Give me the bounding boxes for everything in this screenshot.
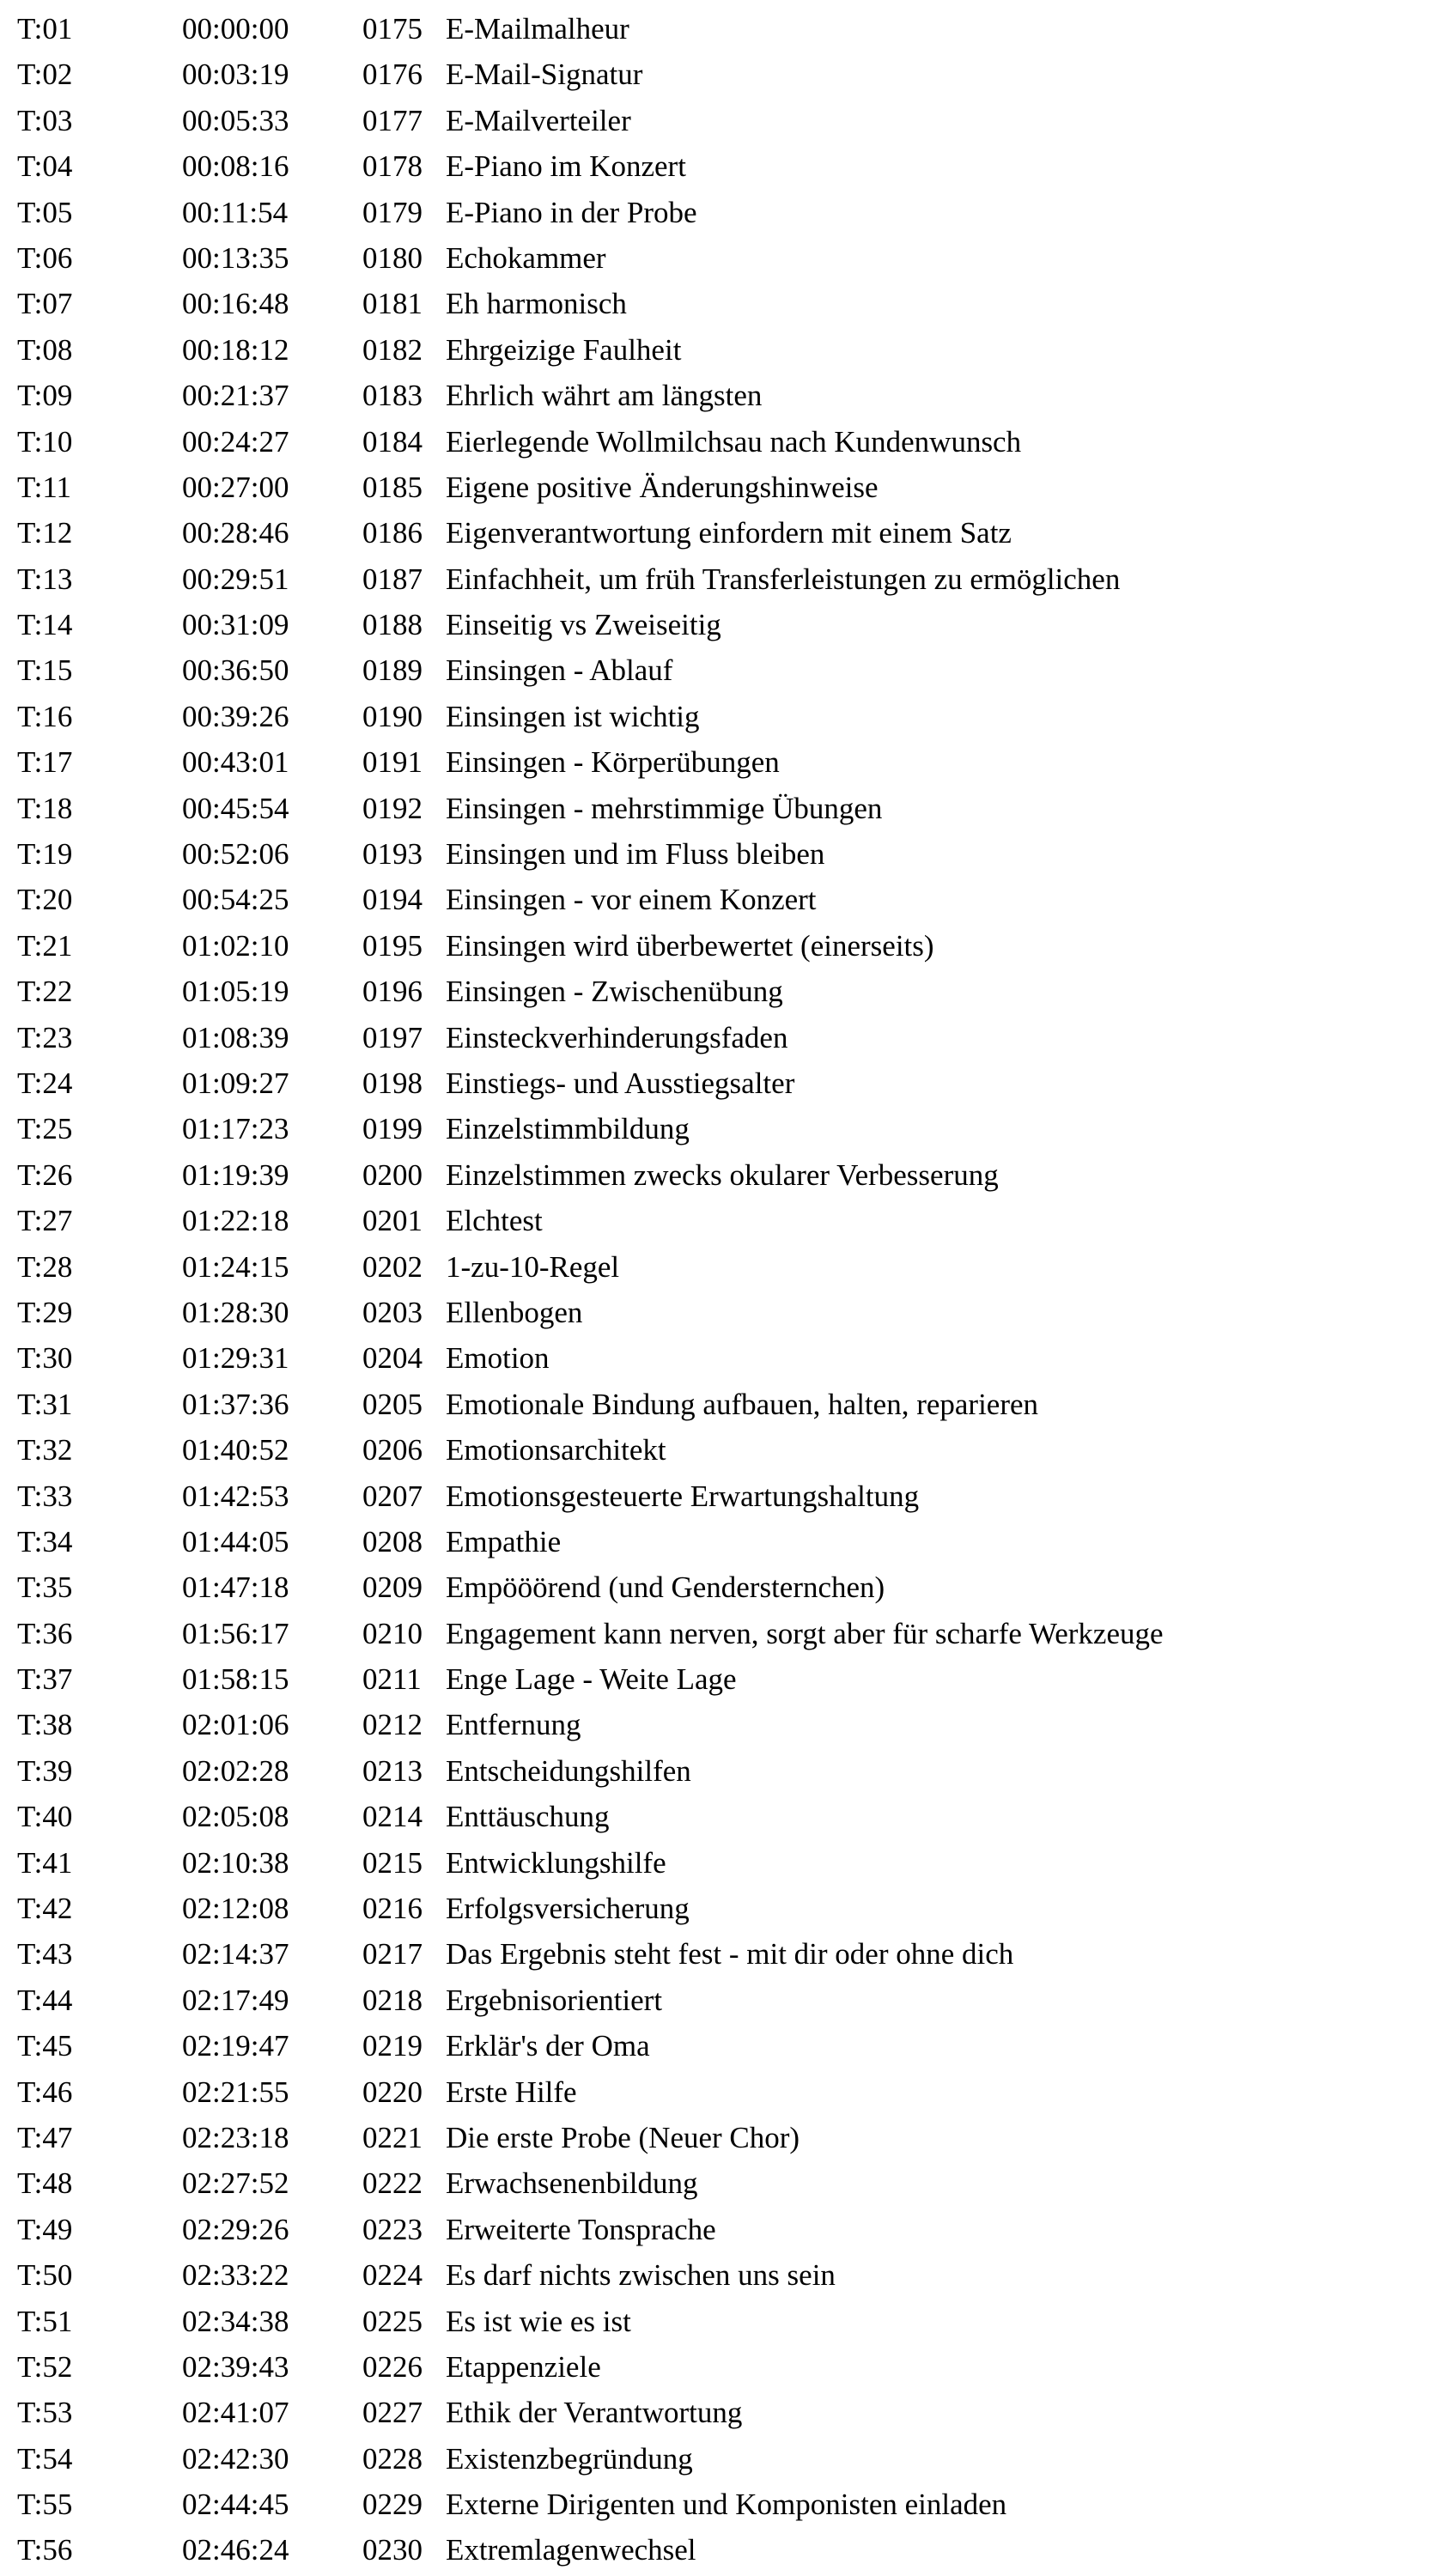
track-marker: T:27 bbox=[17, 1204, 73, 1238]
track-row-t-48 bbox=[17, 2160, 1441, 2206]
track-timestamp: 01:05:19 bbox=[182, 975, 289, 1009]
track-marker: T:44 bbox=[17, 1983, 73, 2017]
track-marker: T:22 bbox=[17, 975, 73, 1009]
track-number: 0176 bbox=[362, 58, 423, 92]
track-timestamp: 01:42:53 bbox=[182, 1479, 289, 1513]
track-row-t-33 bbox=[17, 1473, 1441, 1519]
track-title: Einsingen - Zwischenübung bbox=[446, 975, 783, 1009]
track-timestamp: 02:19:47 bbox=[182, 2029, 289, 2063]
track-marker: T:17 bbox=[17, 745, 73, 780]
track-marker: T:26 bbox=[17, 1157, 73, 1192]
track-number: 0208 bbox=[362, 1524, 423, 1558]
track-title: Empathie bbox=[446, 1524, 562, 1558]
track-number: 0182 bbox=[362, 332, 423, 367]
track-row-t-16 bbox=[17, 694, 1441, 739]
track-title: Einsingen und im Fluss bleiben bbox=[446, 837, 825, 872]
track-timestamp: 02:44:45 bbox=[182, 2488, 289, 2522]
track-marker: T:39 bbox=[17, 1753, 73, 1788]
track-timestamp: 01:29:31 bbox=[182, 1341, 289, 1376]
track-row-t-23 bbox=[17, 1015, 1441, 1060]
track-marker: T:16 bbox=[17, 699, 73, 733]
track-number: 0175 bbox=[362, 12, 423, 46]
track-row-t-49 bbox=[17, 2207, 1441, 2252]
track-row-t-25 bbox=[17, 1106, 1441, 1151]
track-number: 0225 bbox=[362, 2304, 423, 2338]
track-marker: T:42 bbox=[17, 1892, 73, 1926]
track-title: Emotion bbox=[446, 1341, 550, 1376]
track-timestamp: 02:21:55 bbox=[182, 2075, 289, 2109]
track-row-t-20 bbox=[17, 877, 1441, 922]
track-title: Enttäuschung bbox=[446, 1800, 610, 1834]
track-timestamp: 00:13:35 bbox=[182, 240, 289, 275]
track-title: E-Mail-Signatur bbox=[446, 58, 643, 92]
track-number: 0202 bbox=[362, 1249, 423, 1284]
track-title: Es ist wie es ist bbox=[446, 2304, 631, 2338]
track-number: 0184 bbox=[362, 424, 423, 459]
track-number: 0210 bbox=[362, 1616, 423, 1650]
track-marker: T:33 bbox=[17, 1479, 73, 1513]
track-number: 0220 bbox=[362, 2075, 423, 2109]
track-title: Erweiterte Tonsprache bbox=[446, 2212, 716, 2246]
track-marker: T:32 bbox=[17, 1433, 73, 1467]
track-title: Eh harmonisch bbox=[446, 287, 627, 321]
track-marker: T:52 bbox=[17, 2349, 73, 2384]
track-row-t-29 bbox=[17, 1290, 1441, 1335]
track-marker: T:53 bbox=[17, 2396, 73, 2430]
track-number: 0218 bbox=[362, 1983, 423, 2017]
track-row-t-40 bbox=[17, 1794, 1441, 1839]
track-row-t-21 bbox=[17, 923, 1441, 969]
track-row-t-28 bbox=[17, 1244, 1441, 1290]
track-row-t-35 bbox=[17, 1564, 1441, 1610]
track-timestamp: 02:42:30 bbox=[182, 2441, 289, 2476]
track-title: Das Ergebnis steht fest - mit dir oder ohne dich bbox=[446, 1937, 1014, 1971]
track-row-t-56 bbox=[17, 2527, 1441, 2573]
track-title: Existenzbegründung bbox=[446, 2441, 693, 2476]
track-number: 0181 bbox=[362, 287, 423, 321]
track-number: 0186 bbox=[362, 516, 423, 550]
track-number: 0230 bbox=[362, 2533, 423, 2567]
track-row-t-43 bbox=[17, 1931, 1441, 1977]
track-row-t-54 bbox=[17, 2436, 1441, 2482]
track-title: Erwachsenenbildung bbox=[446, 2166, 698, 2201]
track-row-t-45 bbox=[17, 2023, 1441, 2069]
track-timestamp: 02:23:18 bbox=[182, 2120, 289, 2154]
track-number: 0198 bbox=[362, 1066, 423, 1100]
track-marker: T:56 bbox=[17, 2533, 73, 2567]
track-number: 0180 bbox=[362, 240, 423, 275]
track-number: 0200 bbox=[362, 1157, 423, 1192]
track-marker: T:15 bbox=[17, 653, 73, 688]
track-marker: T:08 bbox=[17, 332, 73, 367]
track-marker: T:31 bbox=[17, 1387, 73, 1421]
track-title: Emotionale Bindung aufbauen, halten, reparieren bbox=[446, 1387, 1039, 1421]
track-timestamp: 00:36:50 bbox=[182, 653, 289, 688]
track-title: Emotionsarchitekt bbox=[446, 1433, 666, 1467]
track-title: E-Mailverteiler bbox=[446, 103, 631, 137]
track-timestamp: 00:54:25 bbox=[182, 883, 289, 917]
track-title: Ergebnisorientiert bbox=[446, 1983, 663, 2017]
track-row-t-53 bbox=[17, 2390, 1441, 2435]
track-timestamp: 01:58:15 bbox=[182, 1662, 289, 1697]
track-number: 0228 bbox=[362, 2441, 423, 2476]
track-timestamp: 00:28:46 bbox=[182, 516, 289, 550]
track-row-t-44 bbox=[17, 1978, 1441, 2023]
track-title: Etappenziele bbox=[446, 2349, 601, 2384]
track-marker: T:51 bbox=[17, 2304, 73, 2338]
track-number: 0194 bbox=[362, 883, 423, 917]
track-timestamp: 02:41:07 bbox=[182, 2396, 289, 2430]
track-timestamp: 01:22:18 bbox=[182, 1204, 289, 1238]
track-row-t-34 bbox=[17, 1519, 1441, 1564]
track-row-t-18 bbox=[17, 786, 1441, 831]
track-marker: T:23 bbox=[17, 1020, 73, 1054]
track-marker: T:41 bbox=[17, 1845, 73, 1880]
track-title: Entfernung bbox=[446, 1708, 581, 1742]
track-timestamp: 00:52:06 bbox=[182, 837, 289, 872]
track-timestamp: 01:02:10 bbox=[182, 928, 289, 963]
track-title: Entwicklungshilfe bbox=[446, 1845, 666, 1880]
track-title: Erste Hilfe bbox=[446, 2075, 577, 2109]
track-number: 0191 bbox=[362, 745, 423, 780]
track-row-t-10 bbox=[17, 419, 1441, 465]
track-number: 0188 bbox=[362, 608, 423, 642]
track-number: 0196 bbox=[362, 975, 423, 1009]
track-title: Einsingen ist wichtig bbox=[446, 699, 700, 733]
track-title: Empööörend (und Gendersternchen) bbox=[446, 1571, 885, 1605]
track-timestamp: 02:33:22 bbox=[182, 2258, 289, 2293]
track-marker: T:13 bbox=[17, 562, 73, 596]
track-row-t-31 bbox=[17, 1382, 1441, 1427]
track-number: 0193 bbox=[362, 837, 423, 872]
track-marker: T:45 bbox=[17, 2029, 73, 2063]
track-row-t-03 bbox=[17, 98, 1441, 143]
track-marker: T:24 bbox=[17, 1066, 73, 1100]
track-timestamp: 00:16:48 bbox=[182, 287, 289, 321]
track-title: E-Mailmalheur bbox=[446, 12, 629, 46]
track-timestamp: 02:29:26 bbox=[182, 2212, 289, 2246]
track-row-t-06 bbox=[17, 235, 1441, 281]
track-timestamp: 00:00:00 bbox=[182, 12, 289, 46]
track-number: 0206 bbox=[362, 1433, 423, 1467]
track-title: Einzelstimmen zwecks okularer Verbesserung bbox=[446, 1157, 999, 1192]
track-timestamp: 02:34:38 bbox=[182, 2304, 289, 2338]
track-title: Eierlegende Wollmilchsau nach Kundenwunsch bbox=[446, 424, 1022, 459]
track-title: Einzelstimmbildung bbox=[446, 1112, 690, 1146]
track-title: Elchtest bbox=[446, 1204, 543, 1238]
track-row-t-47 bbox=[17, 2115, 1441, 2160]
track-number: 0215 bbox=[362, 1845, 423, 1880]
track-marker: T:02 bbox=[17, 58, 73, 92]
track-marker: T:14 bbox=[17, 608, 73, 642]
track-title: Ellenbogen bbox=[446, 1295, 583, 1329]
track-number: 0219 bbox=[362, 2029, 423, 2063]
track-row-t-50 bbox=[17, 2252, 1441, 2298]
track-number: 0212 bbox=[362, 1708, 423, 1742]
track-row-t-09 bbox=[17, 373, 1441, 418]
track-timestamp: 00:43:01 bbox=[182, 745, 289, 780]
track-marker: T:20 bbox=[17, 883, 73, 917]
track-title: Einstiegs- und Ausstiegsalter bbox=[446, 1066, 795, 1100]
track-row-t-02 bbox=[17, 52, 1441, 97]
track-row-t-11 bbox=[17, 465, 1441, 510]
track-marker: T:37 bbox=[17, 1662, 73, 1697]
track-number: 0214 bbox=[362, 1800, 423, 1834]
track-number: 0209 bbox=[362, 1571, 423, 1605]
track-title: Einsingen - mehrstimmige Übungen bbox=[446, 791, 883, 825]
track-marker: T:35 bbox=[17, 1571, 73, 1605]
track-timestamp: 00:11:54 bbox=[182, 195, 289, 229]
track-title: Einseitig vs Zweiseitig bbox=[446, 608, 721, 642]
track-marker: T:46 bbox=[17, 2075, 73, 2109]
track-row-t-12 bbox=[17, 510, 1441, 556]
track-title: Es darf nichts zwischen uns sein bbox=[446, 2258, 836, 2293]
track-title: Ethik der Verantwortung bbox=[446, 2396, 743, 2430]
track-row-t-05 bbox=[17, 190, 1441, 235]
track-title: Einsingen - vor einem Konzert bbox=[446, 883, 817, 917]
track-row-t-07 bbox=[17, 281, 1441, 326]
track-row-t-55 bbox=[17, 2482, 1441, 2527]
track-timestamp: 01:47:18 bbox=[182, 1571, 289, 1605]
track-timestamp: 00:45:54 bbox=[182, 791, 289, 825]
track-timestamp: 00:05:33 bbox=[182, 103, 289, 137]
track-row-t-27 bbox=[17, 1198, 1441, 1243]
track-title: Erfolgsversicherung bbox=[446, 1892, 690, 1926]
track-row-t-04 bbox=[17, 143, 1441, 189]
track-timestamp: 02:05:08 bbox=[182, 1800, 289, 1834]
track-title: Einsingen wird überbewertet (einerseits) bbox=[446, 928, 934, 963]
track-title: Engagement kann nerven, sorgt aber für scharfe Werkzeuge bbox=[446, 1616, 1164, 1650]
track-title: Einfachheit, um früh Transferleistungen zu ermöglichen bbox=[446, 562, 1121, 596]
track-marker: T:05 bbox=[17, 195, 73, 229]
track-marker: T:18 bbox=[17, 791, 73, 825]
track-row-t-15 bbox=[17, 647, 1441, 693]
track-timestamp: 00:29:51 bbox=[182, 562, 289, 596]
track-marker: T:49 bbox=[17, 2212, 73, 2246]
track-timestamp: 00:24:27 bbox=[182, 424, 289, 459]
track-title: Eigenverantwortung einfordern mit einem Satz bbox=[446, 516, 1012, 550]
track-row-t-01 bbox=[17, 6, 1441, 52]
track-row-t-42 bbox=[17, 1886, 1441, 1931]
track-marker: T:19 bbox=[17, 837, 73, 872]
track-title: Extremlagenwechsel bbox=[446, 2533, 696, 2567]
track-number: 0179 bbox=[362, 195, 423, 229]
track-marker: T:48 bbox=[17, 2166, 73, 2201]
track-marker: T:38 bbox=[17, 1708, 73, 1742]
track-row-t-51 bbox=[17, 2299, 1441, 2344]
track-marker: T:29 bbox=[17, 1295, 73, 1329]
track-title: Einsingen - Körperübungen bbox=[446, 745, 780, 780]
track-row-t-24 bbox=[17, 1060, 1441, 1106]
track-number: 0216 bbox=[362, 1892, 423, 1926]
track-row-t-30 bbox=[17, 1335, 1441, 1381]
track-timestamp: 02:46:24 bbox=[182, 2533, 289, 2567]
track-timestamp: 02:17:49 bbox=[182, 1983, 289, 2017]
track-title: E-Piano im Konzert bbox=[446, 149, 686, 184]
track-timestamp: 02:01:06 bbox=[182, 1708, 289, 1742]
track-number: 0192 bbox=[362, 791, 423, 825]
track-number: 0178 bbox=[362, 149, 423, 184]
track-timestamp: 02:12:08 bbox=[182, 1892, 289, 1926]
track-marker: T:43 bbox=[17, 1937, 73, 1971]
track-number: 0203 bbox=[362, 1295, 423, 1329]
track-timestamp: 01:44:05 bbox=[182, 1524, 289, 1558]
track-timestamp: 01:19:39 bbox=[182, 1157, 289, 1192]
track-timestamp: 01:40:52 bbox=[182, 1433, 289, 1467]
track-title: Entscheidungshilfen bbox=[446, 1753, 691, 1788]
track-row-t-26 bbox=[17, 1152, 1441, 1198]
track-marker: T:50 bbox=[17, 2258, 73, 2293]
track-timestamp: 01:08:39 bbox=[182, 1020, 289, 1054]
track-number: 0195 bbox=[362, 928, 423, 963]
track-marker: T:09 bbox=[17, 379, 73, 413]
track-row-t-41 bbox=[17, 1840, 1441, 1886]
track-number: 0221 bbox=[362, 2120, 423, 2154]
track-marker: T:03 bbox=[17, 103, 73, 137]
track-number: 0204 bbox=[362, 1341, 423, 1376]
track-row-t-32 bbox=[17, 1427, 1441, 1473]
track-timestamp: 00:27:00 bbox=[182, 470, 289, 504]
track-number: 0199 bbox=[362, 1112, 423, 1146]
track-marker: T:28 bbox=[17, 1249, 73, 1284]
track-number: 0185 bbox=[362, 470, 423, 504]
track-timestamp: 02:14:37 bbox=[182, 1937, 289, 1971]
track-title: E-Piano in der Probe bbox=[446, 195, 697, 229]
track-title: Einsteckverhinderungsfaden bbox=[446, 1020, 788, 1054]
track-marker: T:34 bbox=[17, 1524, 73, 1558]
track-title: Ehrgeizige Faulheit bbox=[446, 332, 682, 367]
track-row-t-13 bbox=[17, 556, 1441, 602]
track-marker: T:47 bbox=[17, 2120, 73, 2154]
track-number: 0177 bbox=[362, 103, 423, 137]
track-timestamp: 01:17:23 bbox=[182, 1112, 289, 1146]
track-number: 0201 bbox=[362, 1204, 423, 1238]
track-row-t-19 bbox=[17, 831, 1441, 877]
track-row-t-37 bbox=[17, 1656, 1441, 1702]
track-timestamp: 00:31:09 bbox=[182, 608, 289, 642]
track-row-t-36 bbox=[17, 1611, 1441, 1656]
track-title: Einsingen - Ablauf bbox=[446, 653, 673, 688]
track-timestamp: 00:39:26 bbox=[182, 699, 289, 733]
track-number: 0226 bbox=[362, 2349, 423, 2384]
track-timestamp: 00:21:37 bbox=[182, 379, 289, 413]
track-number: 0227 bbox=[362, 2396, 423, 2430]
track-number: 0224 bbox=[362, 2258, 423, 2293]
track-timestamp: 02:39:43 bbox=[182, 2349, 289, 2384]
track-marker: T:12 bbox=[17, 516, 73, 550]
track-timestamp: 01:56:17 bbox=[182, 1616, 289, 1650]
track-marker: T:21 bbox=[17, 928, 73, 963]
track-timestamp: 00:03:19 bbox=[182, 58, 289, 92]
track-title: Enge Lage - Weite Lage bbox=[446, 1662, 737, 1697]
track-number: 0223 bbox=[362, 2212, 423, 2246]
track-number: 0197 bbox=[362, 1020, 423, 1054]
track-number: 0213 bbox=[362, 1753, 423, 1788]
track-row-t-14 bbox=[17, 602, 1441, 647]
track-marker: T:01 bbox=[17, 12, 73, 46]
track-number: 0222 bbox=[362, 2166, 423, 2201]
track-timestamp: 02:10:38 bbox=[182, 1845, 289, 1880]
track-row-t-38 bbox=[17, 1702, 1441, 1747]
track-marker: T:36 bbox=[17, 1616, 73, 1650]
track-row-t-46 bbox=[17, 2069, 1441, 2115]
track-marker: T:25 bbox=[17, 1112, 73, 1146]
track-marker: T:10 bbox=[17, 424, 73, 459]
track-title: Die erste Probe (Neuer Chor) bbox=[446, 2120, 800, 2154]
track-timestamp: 02:27:52 bbox=[182, 2166, 289, 2201]
track-number: 0205 bbox=[362, 1387, 423, 1421]
track-marker: T:40 bbox=[17, 1800, 73, 1834]
track-title: Emotionsgesteuerte Erwartungshaltung bbox=[446, 1479, 920, 1513]
track-number: 0187 bbox=[362, 562, 423, 596]
track-row-t-17 bbox=[17, 739, 1441, 785]
track-timestamp: 00:18:12 bbox=[182, 332, 289, 367]
track-title: Erklär's der Oma bbox=[446, 2029, 650, 2063]
track-timestamp: 01:37:36 bbox=[182, 1387, 289, 1421]
track-number: 0229 bbox=[362, 2488, 423, 2522]
track-timestamp: 01:24:15 bbox=[182, 1249, 289, 1284]
track-title: Echokammer bbox=[446, 240, 606, 275]
track-number: 0207 bbox=[362, 1479, 423, 1513]
track-number: 0217 bbox=[362, 1937, 423, 1971]
track-timestamp: 02:02:28 bbox=[182, 1753, 289, 1788]
track-title: Ehrlich währt am längsten bbox=[446, 379, 763, 413]
track-timestamp: 01:28:30 bbox=[182, 1295, 289, 1329]
track-timestamp: 00:08:16 bbox=[182, 149, 289, 184]
track-row-t-22 bbox=[17, 969, 1441, 1014]
track-title: Externe Dirigenten und Komponisten einladen bbox=[446, 2488, 1007, 2522]
track-marker: T:54 bbox=[17, 2441, 73, 2476]
track-title: Eigene positive Änderungshinweise bbox=[446, 470, 879, 504]
track-number: 0211 bbox=[362, 1662, 422, 1697]
track-marker: T:55 bbox=[17, 2488, 73, 2522]
track-row-t-39 bbox=[17, 1748, 1441, 1794]
track-title: 1-zu-10-Regel bbox=[446, 1249, 620, 1284]
track-timestamp: 01:09:27 bbox=[182, 1066, 289, 1100]
track-marker: T:04 bbox=[17, 149, 73, 184]
track-marker: T:30 bbox=[17, 1341, 73, 1376]
track-marker: T:11 bbox=[17, 470, 72, 504]
track-row-t-08 bbox=[17, 327, 1441, 373]
track-number: 0183 bbox=[362, 379, 423, 413]
track-number: 0189 bbox=[362, 653, 423, 688]
track-marker: T:06 bbox=[17, 240, 73, 275]
track-number: 0190 bbox=[362, 699, 423, 733]
track-row-t-52 bbox=[17, 2344, 1441, 2390]
track-marker: T:07 bbox=[17, 287, 73, 321]
